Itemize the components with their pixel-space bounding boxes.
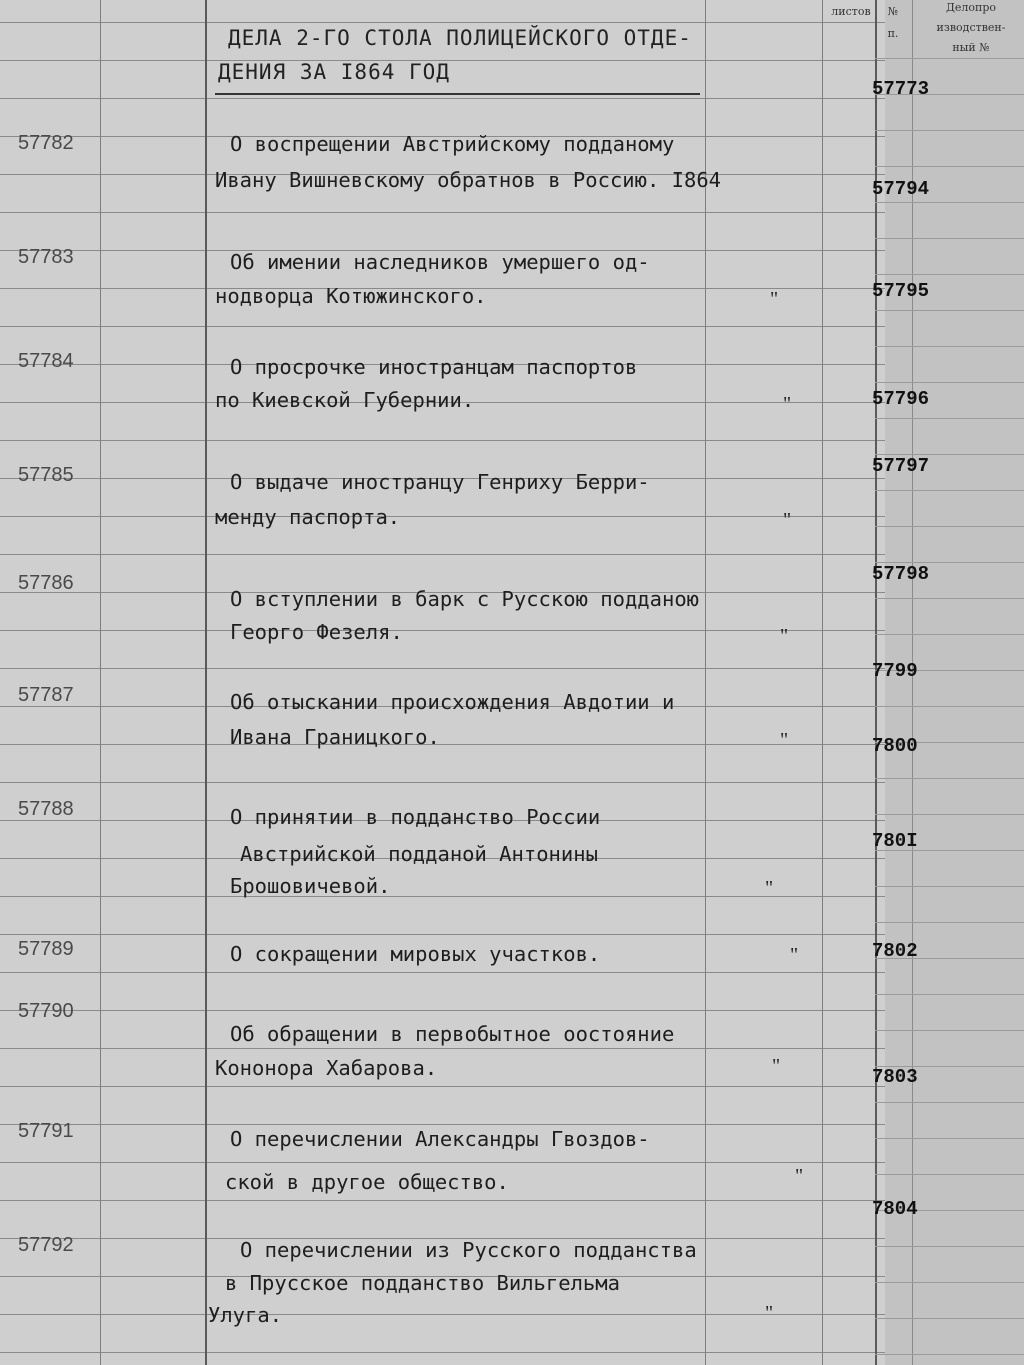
ruled-line — [0, 744, 885, 745]
ruled-line — [0, 440, 885, 441]
ruled-line — [0, 972, 885, 973]
header-listov: листов — [831, 5, 871, 18]
column-rule — [875, 0, 877, 1365]
case-number: 7802 — [872, 940, 918, 962]
entry-text-line: по Киевской Губернии. — [215, 388, 475, 412]
underlying-ruled-line — [875, 1174, 1024, 1175]
underlying-ruled-line — [875, 1318, 1024, 1319]
underlying-ruled-line — [875, 274, 1024, 275]
underlying-ruled-line — [875, 814, 1024, 815]
entry-text-line: О перечислении Александры Гвоздов- — [230, 1127, 650, 1151]
ditto-mark: " — [795, 1165, 804, 1187]
underlying-ruled-line — [875, 58, 1024, 59]
case-number: 57795 — [872, 280, 930, 302]
underlying-ruled-line — [875, 1030, 1024, 1031]
underlying-ruled-line — [875, 778, 1024, 779]
header-p: п. — [887, 27, 899, 40]
ruled-line — [0, 1010, 885, 1011]
entry-text-line: Об имении наследников умершего од- — [230, 250, 650, 274]
entry-text-line: Ивана Границкого. — [230, 725, 440, 749]
entry-text-line: Австрийской подданой Антонины — [240, 842, 598, 866]
title-underline — [215, 93, 700, 95]
entry-number: 57790 — [18, 1000, 74, 1022]
underlying-ruled-line — [875, 886, 1024, 887]
underlying-ruled-line — [875, 1138, 1024, 1139]
ruled-line — [0, 1162, 885, 1163]
case-number: 57797 — [872, 455, 930, 477]
entry-number: 57792 — [18, 1234, 74, 1256]
header-no: № — [887, 5, 899, 18]
ruled-line — [0, 630, 885, 631]
underlying-column-rule — [912, 0, 913, 1365]
entry-number: 57783 — [18, 246, 74, 268]
underlying-ruled-line — [875, 526, 1024, 527]
entry-text-line: Об отыскании происхождения Авдотии и — [230, 690, 675, 714]
ruled-line — [0, 1086, 885, 1087]
ditto-mark: " — [780, 729, 789, 751]
underlying-ruled-line — [875, 130, 1024, 131]
underlying-ruled-line — [875, 382, 1024, 383]
underlying-ruled-line — [875, 418, 1024, 419]
case-number: 7799 — [872, 660, 918, 682]
underlying-ruled-line — [875, 166, 1024, 167]
entry-text-line: нодворца Котюжинского. — [215, 284, 487, 308]
entry-number: 57782 — [18, 132, 74, 154]
header-delopro-line3: ный № — [952, 41, 990, 54]
underlying-ruled-line — [875, 706, 1024, 707]
underlying-ruled-line — [875, 202, 1024, 203]
entry-text-line: ской в другое общество. — [225, 1170, 509, 1194]
entry-number: 57787 — [18, 684, 74, 706]
ditto-mark: " — [765, 1302, 774, 1324]
ruled-line — [0, 22, 885, 23]
section-title-line2: ДЕНИЯ ЗА I864 ГОД — [218, 60, 450, 84]
ruled-line — [0, 1352, 885, 1353]
header-delopro-line1: Делопро — [945, 1, 997, 14]
column-rule — [705, 0, 706, 1365]
ruled-line — [0, 212, 885, 213]
entry-text-line: в Прусское подданство Вильгельма — [225, 1271, 620, 1295]
entry-text-line: Об обращении в первобытное оостояние — [230, 1022, 675, 1046]
ditto-mark: " — [790, 944, 799, 966]
case-number: 7804 — [872, 1198, 918, 1220]
ruled-line — [0, 1200, 885, 1201]
underlying-ruled-line — [875, 634, 1024, 635]
entry-number: 57785 — [18, 464, 74, 486]
ruled-line — [0, 782, 885, 783]
entry-text-line: менду паспорта. — [215, 505, 401, 529]
case-number: 57796 — [872, 388, 930, 410]
ditto-mark: " — [780, 625, 789, 647]
case-number: 7803 — [872, 1066, 918, 1088]
entry-number: 57789 — [18, 938, 74, 960]
underlying-ruled-line — [875, 598, 1024, 599]
entry-text-line: О принятии в подданство России — [230, 805, 601, 829]
case-number: 57773 — [872, 78, 930, 100]
ruled-line — [0, 1048, 885, 1049]
ditto-mark: " — [783, 393, 792, 415]
ruled-line — [0, 1314, 885, 1315]
underlying-ruled-line — [875, 1102, 1024, 1103]
case-number: 57794 — [872, 178, 930, 200]
ruled-line — [0, 1124, 885, 1125]
ruled-line — [0, 896, 885, 897]
ruled-line — [0, 326, 885, 327]
entry-number: 57786 — [18, 572, 74, 594]
ditto-mark: " — [783, 509, 792, 531]
underlying-ruled-line — [875, 490, 1024, 491]
ditto-mark: " — [770, 288, 779, 310]
ruled-line — [0, 554, 885, 555]
entry-text-line: Ивану Вишневскому обратнов в Россию. I864 — [215, 168, 722, 192]
ruled-line — [0, 98, 885, 99]
entry-text-line: О перечислении из Русского подданства — [240, 1238, 697, 1262]
entry-text-line: Улуга. — [208, 1303, 283, 1327]
ruled-line — [0, 668, 885, 669]
header-delopro-line2: изводствен- — [936, 21, 1006, 34]
ruled-line — [0, 516, 885, 517]
column-rule — [100, 0, 101, 1365]
underlying-ruled-line — [875, 238, 1024, 239]
case-number: 7800 — [872, 735, 918, 757]
underlying-ruled-line — [875, 1246, 1024, 1247]
section-title-line1: ДЕЛА 2-ГО СТОЛА ПОЛИЦЕЙСКОГО ОТДЕ- — [228, 26, 692, 50]
underlying-ruled-line — [875, 922, 1024, 923]
case-number: 57798 — [872, 563, 930, 585]
underlying-ruled-line — [875, 1354, 1024, 1355]
entry-text-line: О просрочке иностранцам паспортов — [230, 355, 638, 379]
entry-text-line: О вступлении в барк с Русскою подданою — [230, 587, 699, 611]
header-no-p — [880, 4, 906, 42]
column-rule — [205, 0, 207, 1365]
entry-text-line: Георго Фезеля. — [230, 620, 403, 644]
entry-text-line: О сокращении мировых участков. — [230, 942, 601, 966]
entry-text-line: Брошовичевой. — [230, 874, 391, 898]
entry-text-line: О выдаче иностранцу Генриху Берри- — [230, 470, 650, 494]
ditto-mark: " — [765, 877, 774, 899]
underlying-ruled-line — [875, 310, 1024, 311]
underlying-ruled-line — [875, 994, 1024, 995]
column-rule — [822, 0, 823, 1365]
case-number: 780I — [872, 830, 918, 852]
underlying-ruled-line — [875, 1282, 1024, 1283]
entry-number: 57784 — [18, 350, 74, 372]
ruled-line — [0, 934, 885, 935]
entry-number: 57791 — [18, 1120, 74, 1142]
entry-text-line: О воспрещении Австрийскому подданому — [230, 132, 675, 156]
underlying-ruled-line — [875, 346, 1024, 347]
ditto-mark: " — [772, 1055, 781, 1077]
entry-text-line: Кононора Хабарова. — [215, 1056, 438, 1080]
entry-number: 57788 — [18, 798, 74, 820]
header-delopro — [918, 0, 1024, 56]
